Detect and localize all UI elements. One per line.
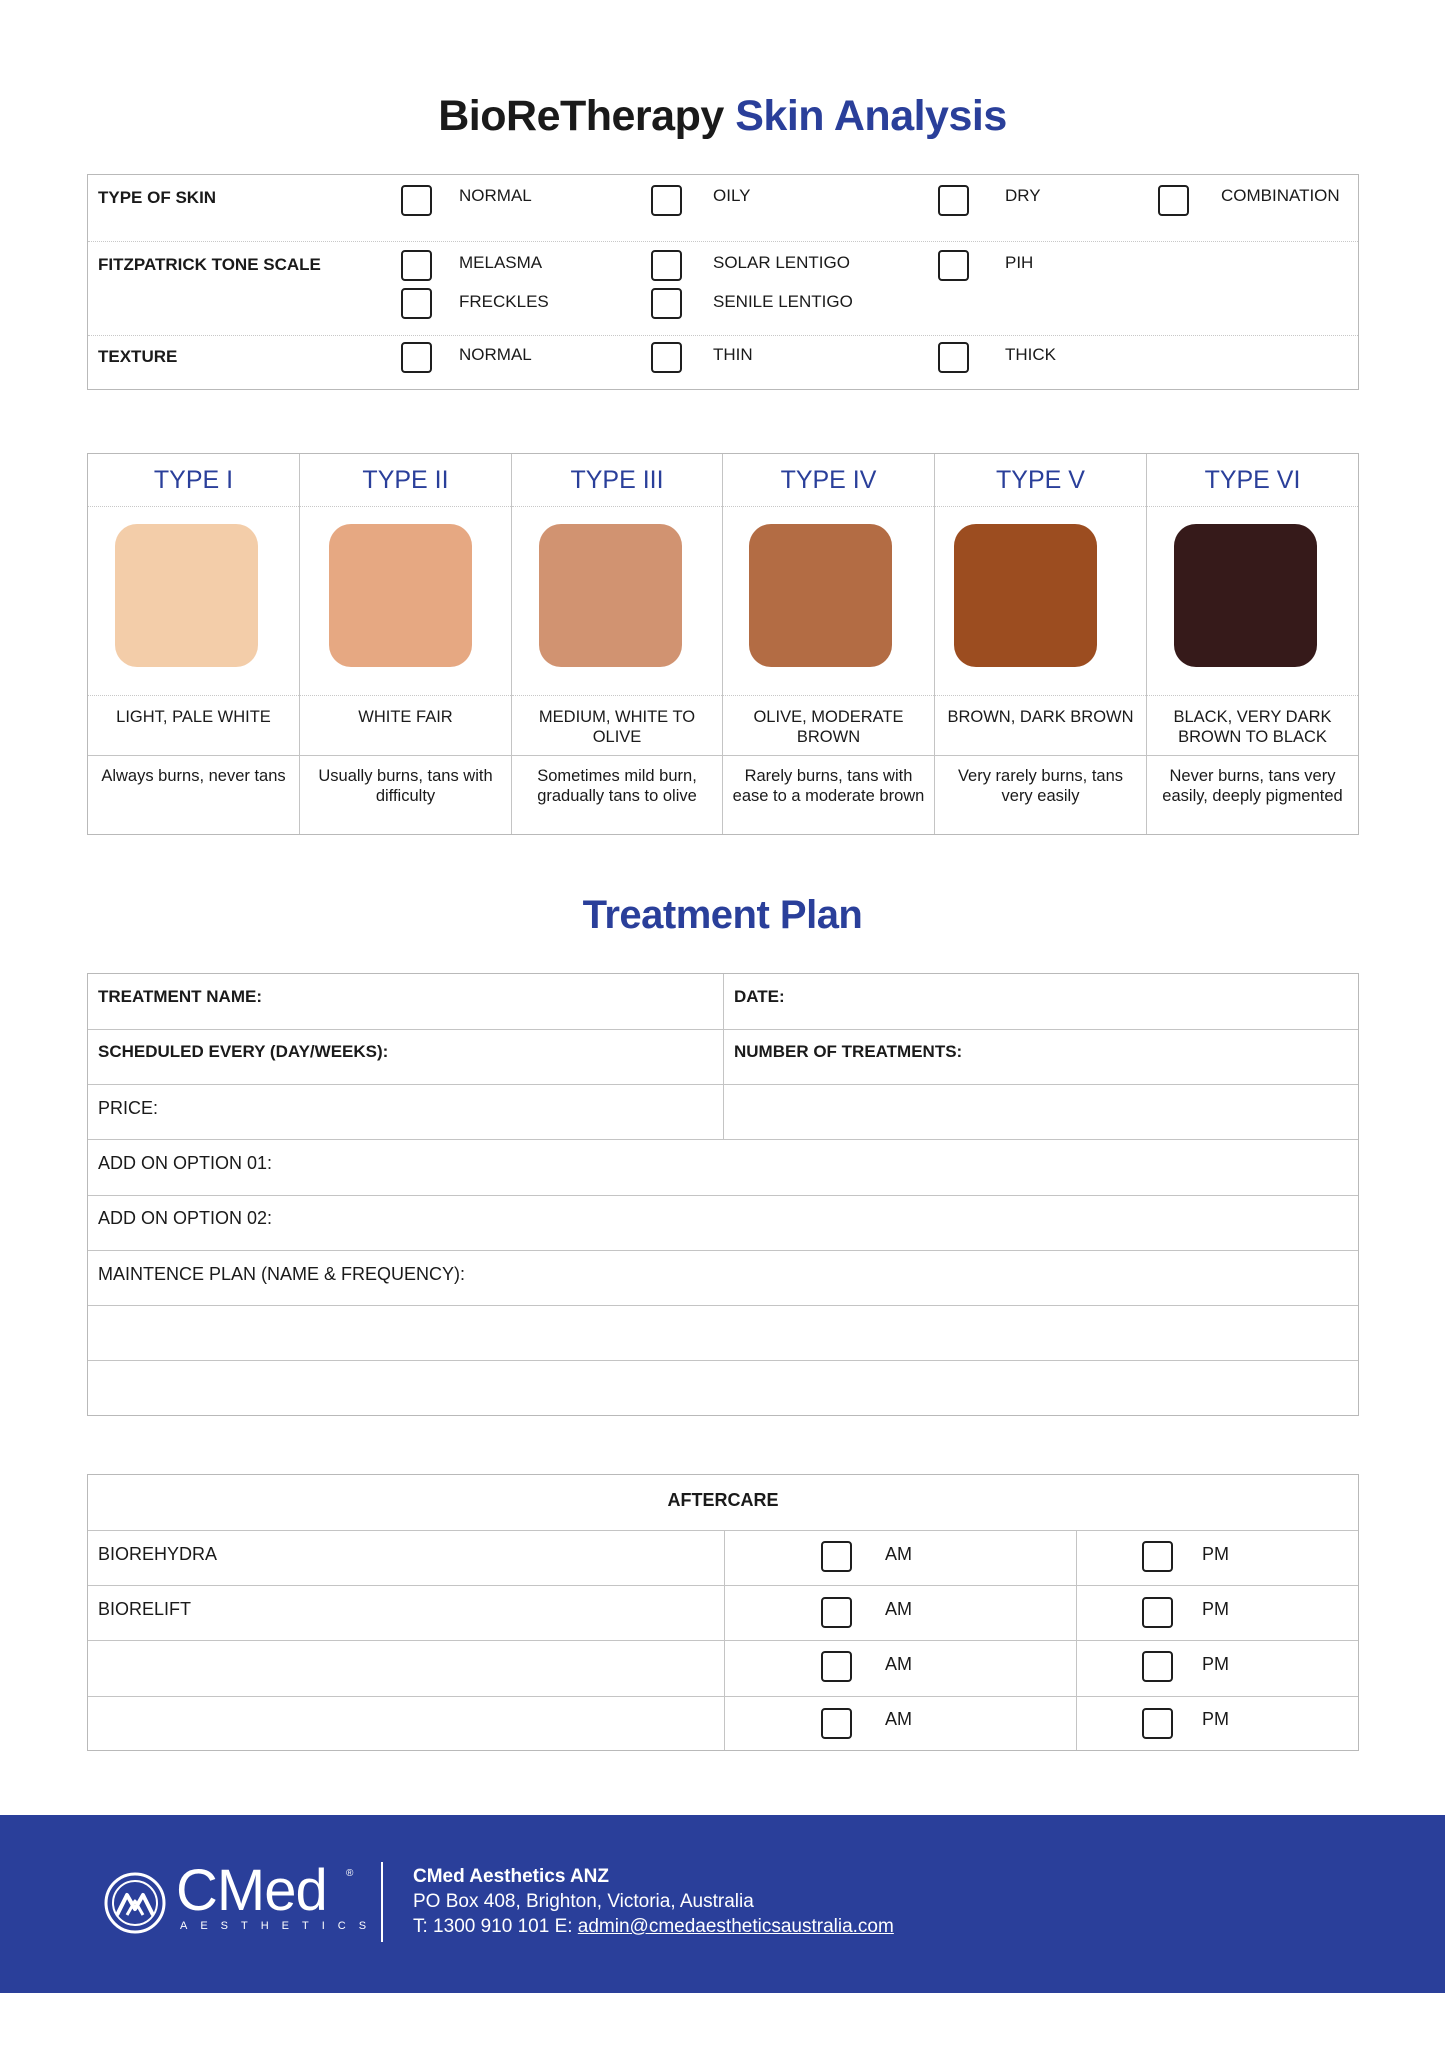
phone-text: T: 1300 910 101 E: [413, 1916, 578, 1937]
logo-subtext: AESTHETICS [180, 1920, 380, 1932]
email-link[interactable]: admin@cmedaestheticsaustralia.com [577, 1916, 894, 1937]
skin-analysis-table [87, 174, 1359, 390]
pm-label: PM [1202, 1654, 1229, 1674]
biorelift-am-checkbox[interactable] [821, 1597, 852, 1628]
biorelift-pm-checkbox[interactable] [1142, 1597, 1173, 1628]
pm-label: PM [1202, 1709, 1229, 1729]
biorehydra-am-checkbox[interactable] [821, 1541, 852, 1572]
footer [0, 1815, 1445, 1993]
skin-type-heading: TYPE VI [1147, 454, 1358, 507]
normal-skin-checkbox[interactable] [401, 185, 432, 216]
normal-texture-label: NORMAL [459, 345, 532, 364]
skin-type-heading: TYPE V [935, 454, 1146, 507]
footer-divider [381, 1862, 383, 1942]
solar-lentigo-checkbox[interactable] [651, 250, 682, 281]
thick-texture-checkbox[interactable] [938, 342, 969, 373]
combination-skin-label: COMBINATION [1221, 186, 1340, 205]
pm-label: PM [1202, 1544, 1229, 1564]
skin-type-label: TYPE OF SKIN [98, 188, 217, 207]
skin-type-heading: TYPE III [512, 454, 722, 507]
title-black: BioReTherapy [438, 92, 724, 140]
date-field[interactable]: DATE: [734, 987, 785, 1006]
skin-type-note: Never burns, tans very easily, deeply pigmented [1162, 767, 1343, 805]
row4-pm-checkbox[interactable] [1142, 1708, 1173, 1739]
skin-type-table [87, 453, 1359, 835]
maintenance-plan-field[interactable]: MAINTENCE PLAN (NAME & FREQUENCY): [98, 1264, 466, 1284]
skin-swatch [749, 524, 892, 667]
skin-swatch [115, 524, 258, 667]
skin-type-column [723, 454, 935, 834]
thin-texture-label: THIN [713, 345, 753, 364]
skin-swatch [539, 524, 682, 667]
number-of-treatments-field[interactable]: NUMBER OF TREATMENTS: [734, 1042, 963, 1061]
thick-texture-label: THICK [1005, 345, 1056, 364]
cmed-logo-icon [103, 1871, 167, 1935]
normal-skin-label: NORMAL [459, 186, 532, 205]
logo-wordmark: CMed [176, 1858, 327, 1923]
skin-type-column [1147, 454, 1358, 834]
am-label: AM [885, 1654, 912, 1674]
skin-type-column [935, 454, 1147, 834]
title-blue: Skin Analysis [735, 92, 1007, 140]
maintenance-line-2[interactable] [88, 1361, 1358, 1415]
dry-skin-checkbox[interactable] [938, 185, 969, 216]
skin-type-note: Always burns, never tans [101, 767, 286, 785]
aftercare-table [87, 1474, 1359, 1751]
biorehydra-pm-checkbox[interactable] [1142, 1541, 1173, 1572]
freckles-label: FRECKLES [459, 292, 549, 311]
skin-type-note: Usually burns, tans with difficulty [318, 767, 493, 805]
melasma-label: MELASMA [459, 253, 543, 272]
am-label: AM [885, 1709, 912, 1729]
pih-checkbox[interactable] [938, 250, 969, 281]
price-field[interactable]: PRICE: [98, 1098, 159, 1118]
solar-lentigo-label: SOLAR LENTIGO [713, 253, 850, 272]
maintenance-line-1[interactable] [88, 1306, 1358, 1360]
skin-type-description: BLACK, VERY DARK BROWN TO BLACK [1147, 696, 1358, 756]
combination-skin-checkbox[interactable] [1158, 185, 1189, 216]
scheduled-field[interactable]: SCHEDULED EVERY (DAY/WEEKS): [98, 1042, 389, 1061]
skin-type-note: Very rarely burns, tans very easily [957, 767, 1124, 805]
aftercare-product-biorehydra: BIOREHYDRA [98, 1544, 218, 1564]
add-on-option-01-field[interactable]: ADD ON OPTION 01: [98, 1153, 273, 1173]
oily-skin-checkbox[interactable] [651, 185, 682, 216]
senile-lentigo-label: SENILE LENTIGO [713, 292, 853, 311]
melasma-checkbox[interactable] [401, 250, 432, 281]
skin-swatch [1174, 524, 1317, 667]
skin-type-note: Sometimes mild burn, gradually tans to olive [537, 767, 697, 805]
skin-type-description: BROWN, DARK BROWN [935, 696, 1146, 756]
normal-texture-checkbox[interactable] [401, 342, 432, 373]
pm-label: PM [1202, 1599, 1229, 1619]
texture-label: TEXTURE [98, 347, 178, 366]
treatment-plan-table [87, 973, 1359, 1416]
skin-type-heading: TYPE II [300, 454, 511, 507]
treatment-plan-title: Treatment Plan [582, 893, 863, 937]
treatment-name-field[interactable]: TREATMENT NAME: [98, 987, 262, 1006]
skin-type-column [300, 454, 512, 834]
add-on-option-02-field[interactable]: ADD ON OPTION 02: [98, 1208, 273, 1228]
company-address: PO Box 408, Brighton, Victoria, Australia [413, 1891, 754, 1912]
aftercare-product-biorelift: BIORELIFT [98, 1599, 192, 1619]
freckles-checkbox[interactable] [401, 288, 432, 319]
skin-type-heading: TYPE IV [723, 454, 934, 507]
dry-skin-label: DRY [1005, 186, 1041, 205]
registered-mark: ® [346, 1868, 354, 1879]
skin-type-description: LIGHT, PALE WHITE [88, 696, 299, 756]
page-title [0, 92, 1445, 141]
row4-am-checkbox[interactable] [821, 1708, 852, 1739]
am-label: AM [885, 1599, 912, 1619]
company-contact [413, 1916, 894, 1938]
skin-swatch [954, 524, 1097, 667]
fitzpatrick-label: FITZPATRICK TONE SCALE [98, 255, 321, 274]
skin-type-column [512, 454, 723, 834]
skin-type-note: Rarely burns, tans with ease to a moderate brown [732, 767, 925, 805]
skin-swatch [329, 524, 472, 667]
row3-am-checkbox[interactable] [821, 1651, 852, 1682]
aftercare-heading: AFTERCARE [667, 1490, 779, 1510]
skin-type-description: WHITE FAIR [300, 696, 511, 756]
am-label: AM [885, 1544, 912, 1564]
pih-label: PIH [1005, 253, 1034, 272]
senile-lentigo-checkbox[interactable] [651, 288, 682, 319]
row3-pm-checkbox[interactable] [1142, 1651, 1173, 1682]
thin-texture-checkbox[interactable] [651, 342, 682, 373]
skin-type-heading: TYPE I [88, 454, 299, 507]
company-name: CMed Aesthetics ANZ [413, 1866, 610, 1887]
skin-type-column [88, 454, 300, 834]
oily-skin-label: OILY [713, 186, 751, 205]
skin-type-description: MEDIUM, WHITE TO OLIVE [512, 696, 722, 756]
skin-type-description: OLIVE, MODERATE BROWN [723, 696, 934, 756]
